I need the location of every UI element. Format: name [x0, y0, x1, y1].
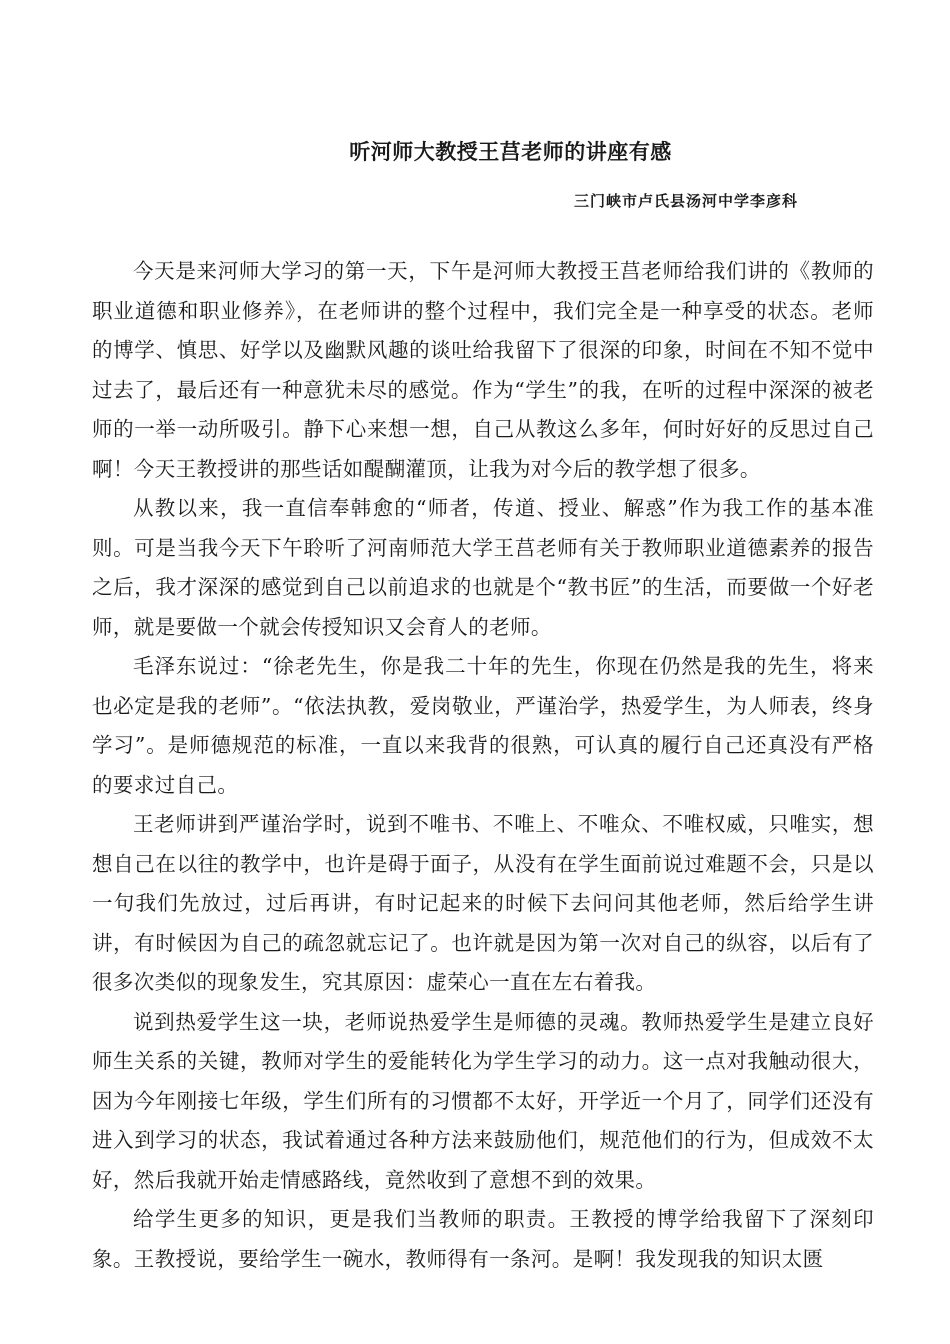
paragraph-6: 给学生更多的知识，更是我们当教师的职责。王教授的博学给我留下了深刻印象。王教授说，要给学生一碗水，教师得有一条河。是啊！我发现我的知识太匮 [92, 1207, 874, 1271]
paragraph-1: 今天是来河师大学习的第一天，下午是河师大教授王莒老师给我们讲的《教师的职业道德和职业修养》，在老师讲的整个过程中，我们完全是一种享受的状态。老师的博学、慎思、好学以及幽默风趣的谈吐给我留下了很深的印象，时间在不知不觉中过去了，最后还有一种意犹未尽的感觉。作为“学生”的我，在听的过程中深深的被老师的一举一动所吸引。静下心来想一想，自己从教这么多年，何时好好的反思过自己啊！今天王教授讲的那些话如醍醐灌顶，让我为对今后的教学想了很多。 [92, 259, 874, 481]
paragraph-4: 王老师讲到严谨治学时，说到不唯书、不唯上、不唯众、不唯权威，只唯实，想想自己在以往的教学中，也许是碍于面子，从没有在学生面前说过难题不会，只是以一句我们先放过，过后再讲，有时记起来的时候下去问问其他老师，然后给学生讲讲，有时候因为自己的疏忽就忘记了。也许就是因为第一次对自己的纵容，以后有了很多次类似的现象发生，究其原因：虚荣心一直在左右着我。 [92, 812, 874, 994]
document-body [92, 252, 874, 1279]
document-title: 听河师大教授王莒老师的讲座有感 [349, 140, 672, 164]
paragraph-5: 说到热爱学生这一块，老师说热爱学生是师德的灵魂。教师热爱学生是建立良好师生关系的关键，教师对学生的爱能转化为学生学习的动力。这一点对我触动很大，因为今年刚接七年级，学生们所有的习惯都不太好，开学近一个月了，同学们还没有进入到学习的状态，我试着通过各种方法来鼓励他们，规范他们的行为，但成效不太好，然后我就开始走情感路线，竟然收到了意想不到的效果。 [92, 1009, 874, 1192]
paragraph-2: 从教以来，我一直信奉韩愈的“师者，传道、授业、解惑”作为我工作的基本准则。可是当我今天下午聆听了河南师范大学王莒老师有关于教师职业道德素养的报告之后，我才深深的感觉到自己以前追求的也就是个“教书匠”的生活，而要做一个好老师，就是要做一个就会传授知识又会育人的老师。 [92, 496, 874, 639]
paragraph-3: 毛泽东说过：“徐老先生，你是我二十年的先生，你现在仍然是我的先生，将来也必定是我的老师”。“依法执教，爱岗敬业，严谨治学，热爱学生，为人师表，终身学习”。是师德规范的标准，一直以来我背的很熟，可认真的履行自己还真没有严格的要求过自己。 [92, 654, 874, 797]
document-author: 三门峡市卢氏县汤河中学李彦科 [573, 192, 798, 210]
